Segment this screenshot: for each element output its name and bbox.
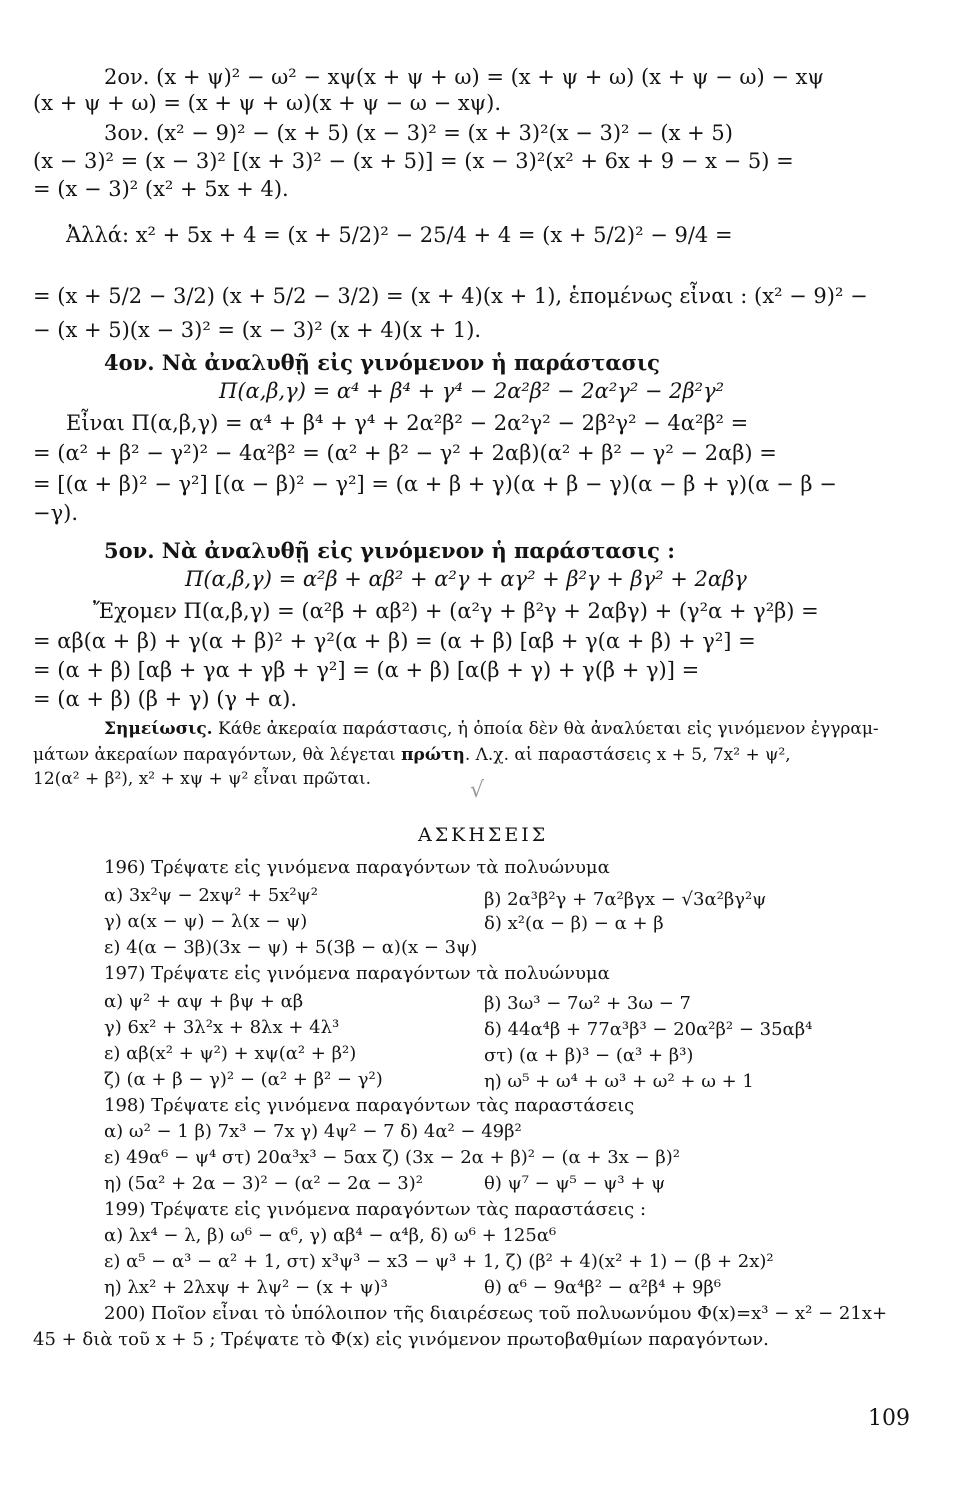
solution-2-line-1: 2ον. (x + ψ)² − ω² − xψ(x + ψ + ω) = (x + ψ + ω) (x + ψ − ω) − xψ [104,65,824,89]
exercise-197-a: α) ψ² + αψ + βψ + αβ [104,991,304,1012]
exercise-199-row-1: α) λx⁴ − λ, β) ω⁶ − α⁶, γ) αβ⁴ − α⁴β, δ) ω⁶ + 125α⁶ [104,1225,557,1246]
solution-3-line-2: (x − 3)² = (x − 3)² [(x + 3)² − (x + 5)] = (x − 3)²(x² + 6x + 9 − x − 5) = [33,149,794,173]
exercise-196-prompt: 196) Τρέψατε εἰς γινόμενα παραγόντων τὰ πολυώνυμα [104,857,610,878]
exercise-198-row-2: ε) 49α⁶ − ψ⁴ στ) 20α³x³ − 5αx ζ) (3x − 2α + β)² − (α + 3x − β)² [104,1147,680,1168]
note-text-2a: μάτων ἀκεραίων παραγόντων, θὰ λέγεται [33,745,402,765]
exercise-200-line-2: 45 + διὰ τοῦ x + 5 ; Τρέψατε τὸ Φ(x) εἰς γινόμενον πρωτοβαθμίων παραγόντων. [33,1329,769,1350]
solution-4-line-2: = (α² + β² − γ²)² − 4α²β² = (α² + β² − γ² + 2αβ)(α² + β² − γ² − 2αβ) = [33,441,777,465]
exercise-196-b: β) 2α³β²γ + 7α²βγx − √3α²βγ²ψ [484,889,767,910]
exercise-199-row-3b: θ) α⁶ − 9α⁴β² − α²β⁴ + 9β⁶ [484,1277,722,1298]
check-mark-icon: √ [470,778,485,803]
exercise-197-c: γ) 6x² + 3λ²x + 8λx + 4λ³ [104,1017,340,1038]
exercise-198-row-3a: η) (5α² + 2α − 3)² − (α² − 2α − 3)² [104,1173,423,1194]
solution-3-line-5: = (x + 5/2 − 3/2) (x + 5/2 − 3/2) = (x + 4)(x + 1), ἑπομένως εἶναι : (x² − 9)² − [33,284,868,308]
solution-2-line-2: (x + ψ + ω) = (x + ψ + ω)(x + ψ − ω − xψ). [33,91,502,115]
exercise-197-b: β) 3ω³ − 7ω² + 3ω − 7 [484,993,691,1014]
exercise-197-e: ε) αβ(x² + ψ²) + xψ(α² + β²) [104,1043,357,1064]
solution-5-line-3: = (α + β) [αβ + γα + γβ + γ²] = (α + β) [α(β + γ) + γ(β + γ)] = [33,658,700,682]
exercise-197-z: ζ) (α + β − γ)² − (α² + β² − γ²) [104,1069,383,1090]
exercise-197-st: στ) (α + β)³ − (α³ + β³) [484,1045,694,1066]
note-line-1 [104,718,879,740]
note-label: Σημείωσις. [104,719,213,739]
exercise-199-row-2: ε) α⁵ − α³ − α² + 1, στ) x³ψ³ − x3 − ψ³ + 1, ζ) (β² + 4)(x² + 1) − (β + 2x)² [104,1251,774,1272]
solution-5-line-4: = (α + β) (β + γ) (γ + α). [33,687,298,711]
solution-5-title: 5ον. Νὰ ἀναλυθῇ εἰς γινόμενον ἡ παράστασις : [104,538,675,563]
note-text-2b: . Λ.χ. αἱ παραστάσεις x + 5, 7x² + ψ², [464,745,791,765]
exercises-heading: ΑΣΚΗΣΕΙΣ [418,824,549,846]
solution-3-line-6: − (x + 5)(x − 3)² = (x − 3)² (x + 4)(x + 1). [33,318,482,342]
solution-3-line-4: Ἀλλά: x² + 5x + 4 = (x + 5/2)² − 25/4 + 4 = (x + 5/2)² − 9/4 = [66,223,733,247]
note-keyword: πρώτη [401,745,465,765]
solution-4-line-1: Εἶναι Π(α,β,γ) = α⁴ + β⁴ + γ⁴ + 2α²β² − 2α²γ² − 2β²γ² − 4α²β² = [66,411,749,435]
exercise-199-row-3a: η) λx² + 2λxψ + λψ² − (x + ψ)³ [104,1277,388,1298]
exercise-196-a: α) 3x²ψ − 2xψ² + 5x²ψ² [104,885,318,906]
note-text-1: Κάθε ἀκεραία παράστασις, ἡ ὁποία δὲν θὰ ἀναλύεται εἰς γινόμενον ἐγγραμ- [212,719,879,739]
exercise-197-h: η) ω⁵ + ω⁴ + ω³ + ω² + ω + 1 [484,1071,754,1092]
page-number: 109 [868,1406,910,1431]
exercise-200-line-1: 200) Ποῖον εἶναι τὸ ὑπόλοιπον τῆς διαιρέσεως τοῦ πολυωνύμου Φ(x)=x³ − x² − 21x+ [104,1303,888,1324]
note-line-3: 12(α² + β²), x² + xψ + ψ² εἶναι πρῶται. [33,769,372,789]
exercise-198-row-3b: θ) ψ⁷ − ψ⁵ − ψ³ + ψ [484,1173,666,1194]
note-line-2 [33,744,791,766]
solution-3-line-3: = (x − 3)² (x² + 5x + 4). [33,177,289,201]
exercise-199-prompt: 199) Τρέψατε εἰς γινόμενα παραγόντων τὰς παραστάσεις : [104,1199,647,1220]
solution-5-line-1: Ἔχομεν Π(α,β,γ) = (α²β + αβ²) + (α²γ + β²γ + 2αβγ) + (γ²α + γ²β) = [93,599,819,623]
solution-3-line-1: 3ον. (x² − 9)² − (x + 5) (x − 3)² = (x + 3)²(x − 3)² − (x + 5) [104,121,733,145]
exercise-196-d: δ) x²(α − β) − α + β [484,913,664,934]
solution-5-line-2: = αβ(α + β) + γ(α + β)² + γ²(α + β) = (α + β) [αβ + γ(α + β) + γ²] = [33,629,756,653]
solution-4-line-3: = [(α + β)² − γ²] [(α − β)² − γ²] = (α + β + γ)(α + β − γ)(α − β + γ)(α − β − [33,472,837,496]
solution-4-title: 4ον. Νὰ ἀναλυθῇ εἰς γινόμενον ἡ παράστασις [104,350,660,375]
exercise-197-prompt: 197) Τρέψατε εἰς γινόμενα παραγόντων τὰ πολυώνυμα [104,963,610,984]
exercise-197-d: δ) 44α⁴β + 77α³β³ − 20α²β² − 35αβ⁴ [484,1019,813,1040]
exercise-198-prompt: 198) Τρέψατε εἰς γινόμενα παραγόντων τὰς παραστάσεις [104,1095,635,1116]
solution-4-line-4: −γ). [33,501,79,525]
solution-5-expression: Π(α,β,γ) = α²β + αβ² + α²γ + αγ² + β²γ + βγ² + 2αβγ [185,567,747,591]
solution-4-expression: Π(α,β,γ) = α⁴ + β⁴ + γ⁴ − 2α²β² − 2α²γ² − 2β²γ² [219,379,725,403]
exercise-198-row-1: α) ω² − 1 β) 7x³ − 7x γ) 4ψ² − 7 δ) 4α² − 49β² [104,1121,522,1142]
exercise-196-e: ε) 4(α − 3β)(3x − ψ) + 5(3β − α)(x − 3ψ) [104,937,478,958]
exercise-196-c: γ) α(x − ψ) − λ(x − ψ) [104,911,308,932]
